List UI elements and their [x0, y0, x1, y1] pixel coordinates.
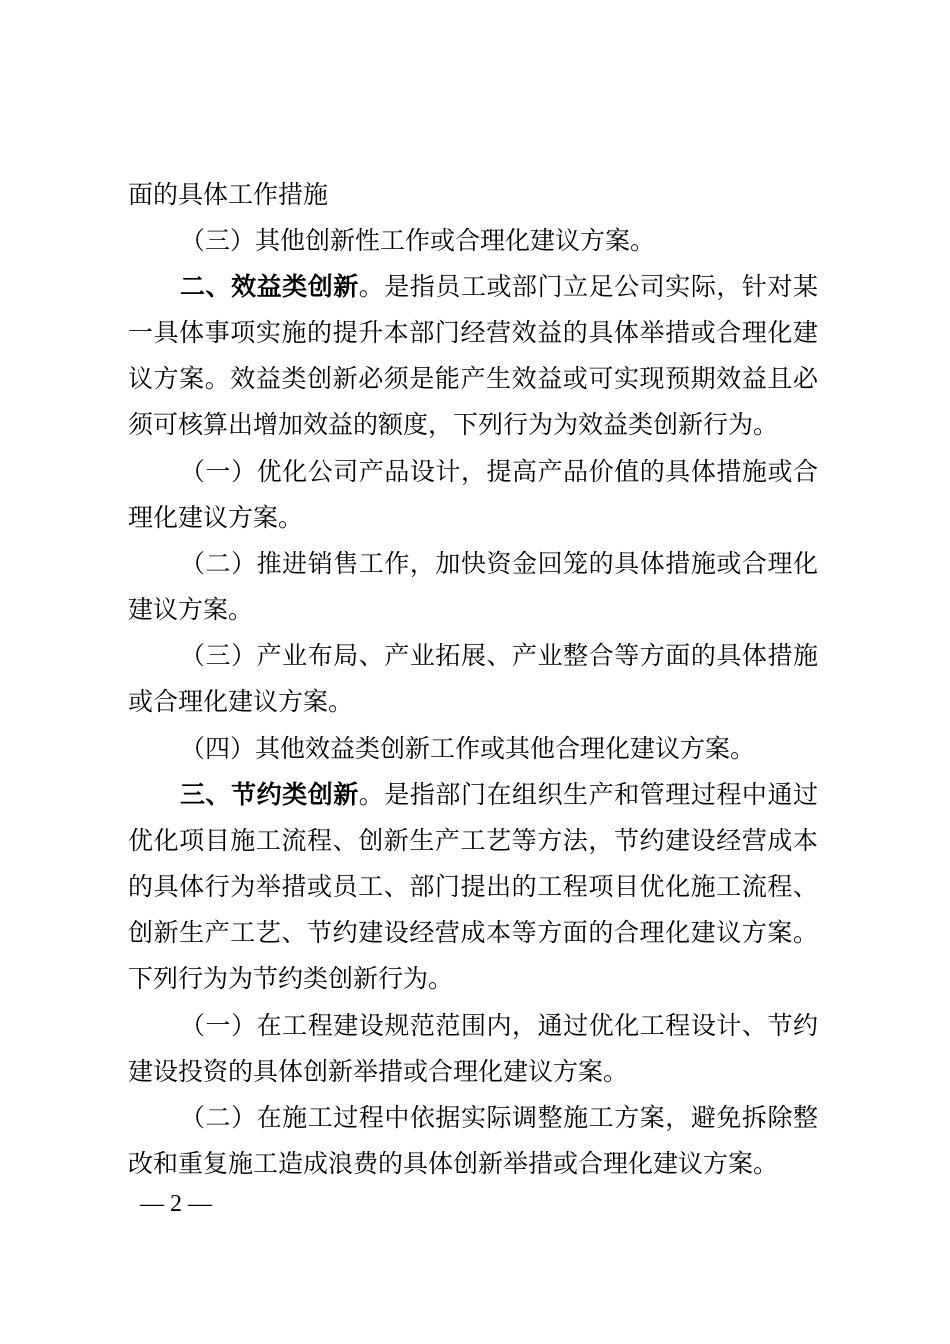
- text-line: 创新生产工艺、节约建设经营成本等方面的合理化建议方案。: [128, 918, 818, 947]
- text-line: 的具体行为举措或员工、部门提出的工程项目优化施工流程、: [128, 872, 818, 901]
- text-line: （一）优化公司产品设计，提高产品价值的具体措施或合: [180, 457, 818, 486]
- text-line: 一具体事项实施的提升本部门经营效益的具体举措或合理化建: [128, 318, 818, 347]
- text-line: 议方案。效益类创新必须是能产生效益或可实现预期效益且必: [128, 364, 818, 393]
- section-heading: 二、效益类创新: [180, 272, 359, 301]
- text-line: 或合理化建议方案。: [128, 687, 354, 716]
- text-line: （二）推进销售工作，加快资金回笼的具体措施或合理化: [180, 549, 818, 578]
- text-line: 改和重复施工造成浪费的具体创新举措或合理化建议方案。: [128, 1149, 779, 1178]
- text-line: （三）其他创新性工作或合理化建议方案。: [180, 226, 656, 255]
- page-number: — 2 —: [140, 1191, 212, 1217]
- text-line: （二）在施工过程中依据实际调整施工方案，避免拆除整: [180, 1103, 818, 1132]
- section-body: 。是指部门在组织生产和管理过程中通过: [358, 780, 818, 809]
- text-line: 下列行为为节约类创新行为。: [128, 964, 454, 993]
- text-line: （三）产业布局、产业拓展、产业整合等方面的具体措施: [180, 641, 818, 670]
- text-line: 面的具体工作措施: [128, 180, 329, 209]
- text-line: 建议方案。: [128, 595, 254, 624]
- section-body: 。是指员工或部门立足公司实际，针对某: [358, 272, 818, 301]
- text-line: （一）在工程建设规范范围内，通过优化工程设计、节约: [180, 1011, 818, 1040]
- text-line: [180, 264, 818, 310]
- text-line: （四）其他效益类创新工作或其他合理化建议方案。: [180, 734, 756, 763]
- text-line: 优化项目施工流程、创新生产工艺等方法，节约建设经营成本: [128, 826, 818, 855]
- text-line: 建设投资的具体创新举措或合理化建议方案。: [128, 1057, 629, 1086]
- text-line: 须可核算出增加效益的额度，下列行为为效益类创新行为。: [128, 410, 779, 439]
- text-line: 理化建议方案。: [128, 503, 304, 532]
- section-heading: 三、节约类创新: [180, 780, 359, 809]
- text-line: [180, 772, 818, 818]
